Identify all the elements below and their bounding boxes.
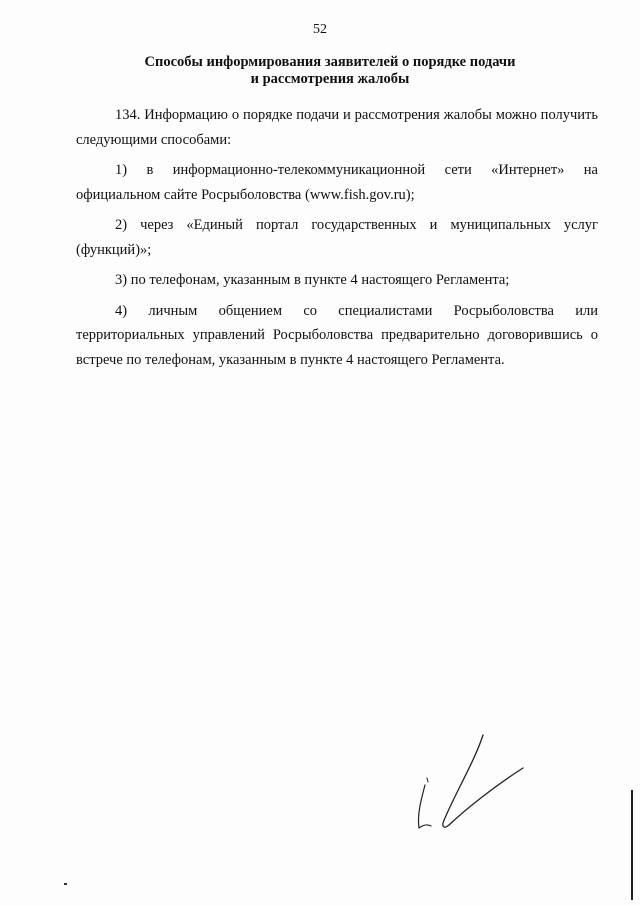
body-text [76, 103, 598, 378]
handwritten-signature [405, 730, 535, 840]
paragraph-item-3: 3) по телефонам, указанным в пункте 4 настоящего Регламента; [115, 272, 510, 288]
section-heading-line-2: и рассмотрения жалобы [250, 71, 410, 87]
paragraph-134: 134. Информацию о порядке подачи и рассмотрения жалобы можно получить следующими способами: [76, 107, 598, 148]
section-heading [100, 54, 560, 88]
section-heading-line-1: Способы информирования заявителей о порядке подачи [144, 54, 516, 70]
scan-edge-line [631, 790, 633, 900]
paragraph-item-2: 2) через «Единый портал государственных и муниципальных услуг (функций)»; [76, 217, 598, 258]
paragraph-item-4: 4) личным общением со специалистами Росрыболовства или территориальных управлений Росрыболовства предварительно договорившись о встрече по телефонам, указанным в пункте 4 настоящего Регламента. [76, 302, 598, 368]
scan-dot-mark [64, 883, 67, 885]
paragraph-item-1: 1) в информационно-телекоммуникационной сети «Интернет» на официальном сайте Росрыболовства (www.fish.gov.ru); [76, 162, 598, 203]
page-number: 52 [313, 22, 327, 37]
